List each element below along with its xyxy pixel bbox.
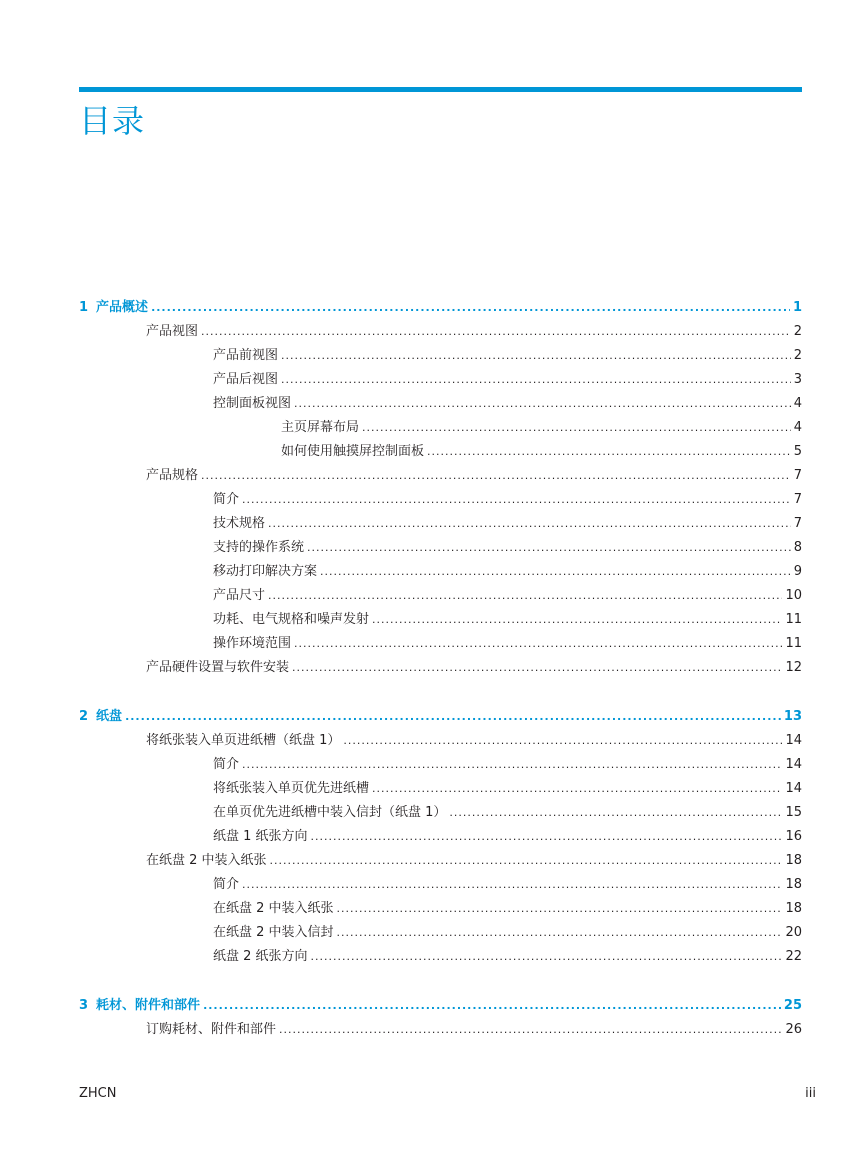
toc-entry-label: 耗材、附件和部件 [96,998,201,1013]
toc-dot-leader [372,779,782,799]
toc-entry[interactable] [213,803,802,823]
toc-dot-leader [311,947,783,967]
toc-entry[interactable] [213,586,802,606]
toc-page-number: 4 [793,396,802,411]
toc-dot-leader [449,803,782,823]
toc-entry-label: 主页屏幕布局 [281,420,360,435]
toc-dot-leader [242,875,782,895]
toc-page-number: 12 [785,660,802,675]
toc-entry[interactable] [213,875,802,895]
toc-dot-leader [292,658,782,678]
toc-dot-leader [201,322,791,342]
toc-page-number: 14 [785,781,802,796]
toc-entry-label: 产品尺寸 [213,588,266,603]
toc-entry-label: 产品前视图 [213,348,279,363]
toc-page-number: 13 [783,709,802,724]
toc-page-number: 15 [785,805,802,820]
toc-page-number: 18 [785,853,802,868]
toc-page-number: 9 [793,564,802,579]
toc-dot-leader [337,923,783,943]
toc-page-number: 5 [793,444,802,459]
toc-entry-label: 将纸张装入单页优先进纸槽 [213,781,370,796]
toc-entry[interactable] [213,514,802,534]
toc-entry-label: 如何使用触摸屏控制面板 [281,444,425,459]
toc-entry-label: 简介 [213,877,240,892]
toc-page-number: 11 [785,636,802,651]
toc-entry-label: 产品视图 [146,324,199,339]
toc-page-number: 14 [785,733,802,748]
toc-entry[interactable] [146,731,802,751]
toc-entry[interactable] [213,562,802,582]
toc-entry-label: 产品概述 [96,300,149,315]
toc-dot-leader [362,418,791,438]
toc-entry-label: 产品规格 [146,468,199,483]
toc-chapter-entry[interactable] [79,707,802,727]
toc-dot-leader [151,298,790,318]
toc-page-number: 1 [792,300,802,315]
toc-dot-leader [242,490,791,510]
toc-dot-leader [268,586,782,606]
toc-dot-leader [242,755,782,775]
toc-page-number: 26 [785,1022,802,1037]
toc-dot-leader [372,610,782,630]
toc-entry-label: 纸盘 [96,709,123,724]
toc-entry[interactable] [213,827,802,847]
toc-entry-label: 在单页优先进纸槽中装入信封（纸盘 1） [213,805,447,820]
toc-entry-label: 支持的操作系统 [213,540,305,555]
toc-page-number: 8 [793,540,802,555]
toc-entry[interactable] [213,755,802,775]
toc-page-number: 14 [785,757,802,772]
toc-dot-leader [281,346,791,366]
toc-page-number: 7 [793,468,802,483]
toc-chapter-number: 1 [79,300,89,315]
toc-entry-label: 功耗、电气规格和噪声发射 [213,612,370,627]
toc-entry-label: 产品后视图 [213,372,279,387]
toc-page-number: 7 [793,492,802,507]
toc-entry-label: 操作环境范围 [213,636,292,651]
toc-dot-leader [307,538,791,558]
toc-entry[interactable] [213,899,802,919]
toc-entry-label: 移动打印解决方案 [213,564,318,579]
toc-entry-label: 控制面板视图 [213,396,292,411]
toc-dot-leader [281,370,791,390]
toc-dot-leader [337,899,783,919]
toc-page-number: 22 [785,949,802,964]
toc-page-number: 18 [785,901,802,916]
toc-page-number: 7 [793,516,802,531]
toc-page-number: 4 [793,420,802,435]
toc-entry-label: 订购耗材、附件和部件 [146,1022,277,1037]
toc-chapter-number: 3 [79,998,89,1013]
toc-entry-label: 纸盘 2 纸张方向 [213,949,308,964]
toc-entry[interactable] [281,418,802,438]
toc-entry-label: 技术规格 [213,516,266,531]
footer-page-number: iii [805,1086,816,1101]
toc-dot-leader [268,514,791,534]
toc-dot-leader [125,707,781,727]
toc-entry[interactable] [213,779,802,799]
toc-page-number: 10 [785,588,802,603]
toc-page-number: 3 [793,372,802,387]
toc-dot-leader [270,851,783,871]
toc-dot-leader [203,996,781,1016]
toc-entry[interactable] [213,923,802,943]
page-title: 目录 [79,102,146,140]
toc-dot-leader [201,466,791,486]
toc-entry-label: 纸盘 1 纸张方向 [213,829,308,844]
toc-dot-leader [279,1020,782,1040]
toc-entry[interactable] [213,947,802,967]
toc-entry[interactable] [213,370,802,390]
toc-entry[interactable] [213,490,802,510]
toc-entry-label: 将纸张装入单页进纸槽（纸盘 1） [146,733,341,748]
toc-entry-label: 简介 [213,757,240,772]
toc-entry[interactable] [213,634,802,654]
toc-entry-label: 简介 [213,492,240,507]
toc-entry-label: 在纸盘 2 中装入纸张 [146,853,267,868]
toc-entry[interactable] [146,851,802,871]
toc-page-number: 2 [793,324,802,339]
toc-entry[interactable] [213,346,802,366]
toc-entry[interactable] [213,394,802,414]
toc-page-number: 11 [785,612,802,627]
toc-entry-label: 在纸盘 2 中装入纸张 [213,901,334,916]
toc-entry[interactable] [213,538,802,558]
toc-entry[interactable] [213,610,802,630]
toc-page-number: 20 [785,925,802,940]
toc-entry[interactable] [146,658,802,678]
toc-entry-label: 在纸盘 2 中装入信封 [213,925,334,940]
toc-entry-label: 产品硬件设置与软件安装 [146,660,290,675]
toc-page-number: 2 [793,348,802,363]
toc-dot-leader [343,731,782,751]
toc-entry[interactable] [146,466,802,486]
toc-entry[interactable] [146,1020,802,1040]
toc-chapter-entry[interactable] [79,298,802,318]
toc-dot-leader [427,442,791,462]
toc-dot-leader [311,827,783,847]
toc-dot-leader [294,634,782,654]
toc-dot-leader [294,394,791,414]
toc-entry[interactable] [146,322,802,342]
toc-dot-leader [320,562,791,582]
toc-chapter-number: 2 [79,709,89,724]
footer-language-code: ZHCN [79,1086,117,1101]
toc-page-number: 16 [785,829,802,844]
toc-chapter-entry[interactable] [79,996,802,1016]
toc-entry[interactable] [281,442,802,462]
toc-page-number: 25 [783,998,802,1013]
toc-page-number: 18 [785,877,802,892]
